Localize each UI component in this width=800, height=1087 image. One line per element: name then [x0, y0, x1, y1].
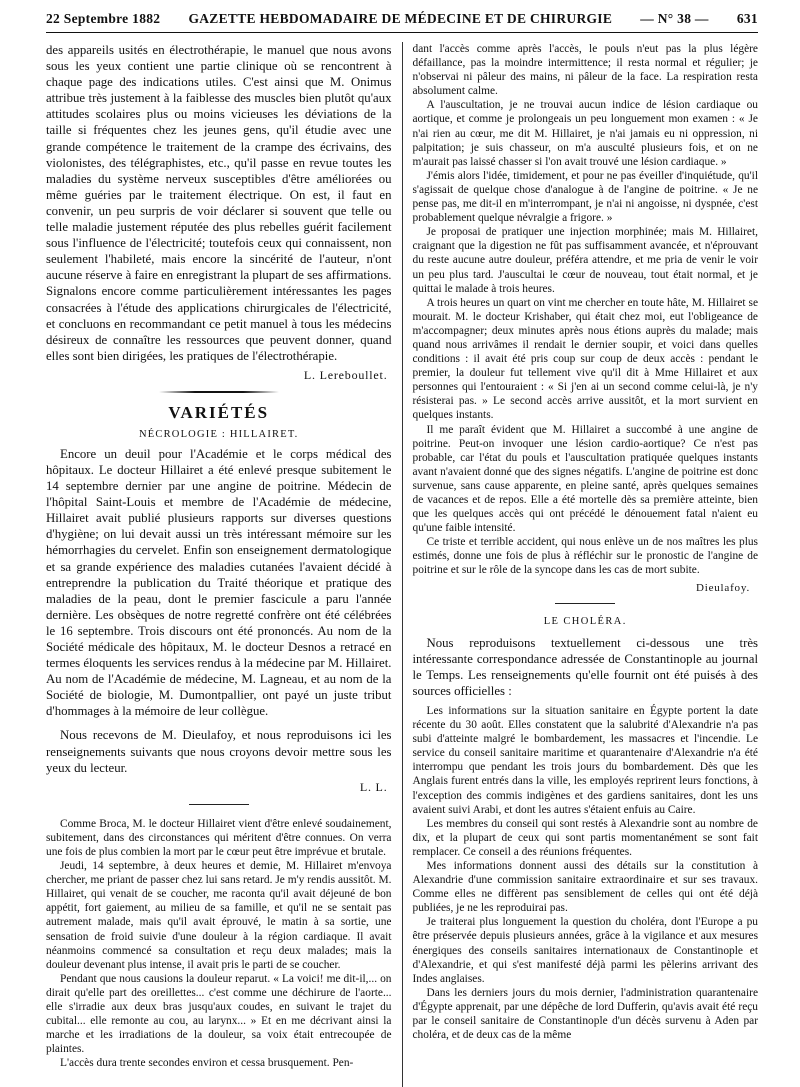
page-header [46, 6, 758, 33]
letter-paragraph-1: Comme Broca, M. le docteur Hillairet vient d'être enlevé soudainement, subitement, dans des circonstances qui méritent d'être connues. On verra une fois de plus combien la mort par le cœur peut être imprévue et brutale. [46, 817, 392, 858]
cholera-paragraph-1: Les informations sur la situation sanitaire en Égypte portent la date récente du 30 août. Elles constatent que la salubrité d'Alexandrie n'a pas subi d'atteinte malgré le bombardement, les massacres et l'incendie. Le service du conseil sanitaire maritime et quarantenaire d'Alexandrie n'a été interrompu que pendant les trois jours du bombardement. Dès que les Anglais furent entrés dans la ville, les employés reprirent leurs fonctions, à l'exception des commis indigènes et des gardiens sanitaires, dont les uns avaient suivi Arabi, et dont les autres s'étaient enfuis au Caire. [412, 704, 758, 816]
section-title-varietes: VARIÉTÉS [168, 402, 270, 422]
letter-continuation-4: Je proposai de pratiquer une injection morphinée; mais M. Hillairet, craignant que la digestion ne fût pas suffisamment avancée, et n'éprouvant du reste aucune autre douleur, préféra attendre, et me pria de venir le voir un peu plus tard. J'auscultai le cœur de nouveau, tout était normal, et je quittai le malade à trois heures. [412, 226, 758, 295]
letter-continuation-5: A trois heures un quart on vint me chercher en toute hâte, M. Hillairet se mourait. M. le docteur Krishaber, qui était chez moi, eut l'obligeance de m'accompagner; deux minutes après nous étions auprès du malade; mais quand nous arrivâmes il rendait le dernier soupir, et voici dans quelles conditions : il avait été pris coup sur coup de deux accès : pendant le premier, la douleur fut tellement vive qu'il dit à Mme Hillairet et aux personnes qui l'entouraient : « Si j'en ai un second comme celui-là, je n'y résisterai pas. » Le second accès arrive aussitôt, et la mort survient en quelques instants. [412, 296, 758, 422]
letter-continuation-3: J'émis alors l'idée, timidement, et pour ne pas éveiller d'inquiétude, qu'il s'agissait de quelque chose d'analogue à de l'angine de poitrine. « Je ne pense pas, me dit-il en m'interrompant, je n'ai ni angoisse, ni dyspnée, c'est probablement quelque névralgie a frigore. » [412, 169, 758, 225]
letter-continuation-7: Ce triste et terrible accident, qui nous enlève un de nos maîtres les plus estimés, donne une fois de plus à réfléchir sur le pronostic de l'angine de poitrine et sur le rôle de la syncope dans les cas de mort subite. [412, 536, 758, 577]
section-divider [46, 391, 392, 393]
short-divider [189, 804, 249, 805]
letter-signature: Dieulafoy. [695, 581, 750, 594]
header-journal-title: GAZETTE HEBDOMADAIRE DE MÉDECINE ET DE CHIRURGIE [188, 11, 613, 26]
review-paragraph: des appareils usités en électrothérapie, le manuel que nous avons sous les yeux contient une partie clinique où se rencontrent à chaque page des indications utiles. C'est ainsi que M. Onimus attribue très justement à la faiblesse des muscles bien plutôt qu'aux attitudes scolaires plus ou moins vicieuses les déviations de la taille si fréquentes chez les jeunes gens, qu'il étudie avec une grande compétence le traitement de la crampe des écrivains, des violonistes, des télégraphistes, etc., qu'il passe en revue toutes les maladies du système nerveux susceptibles d'être améliorées ou même guéries par le traitement électrique. On est, il faut en convenir, un peu surpris de voir déclarer si souvent que telle ou telle maladie justement réputée des plus rebelles guérit facilement sous l'influence de l'électricité; toutefois ceux qui connaissent, non seulement l'habileté, mais encore la sincérité de l'auteur, n'ont aucune réserve à faire en enregistrant la plupart de ses affirmations. Signalons encore comme particulièrement intéressantes les pages consacrées à l'étude des applications chirurgicales de l'électricité, et concluons en recommandant ce petit manuel à tous les médecins désireux de connaître les ressources que peuvent donner, quand elles sont bien dirigées, les pratiques de l'électrothérapie. [46, 43, 392, 363]
column-separator [402, 42, 403, 1087]
left-column [46, 42, 400, 1087]
intro-signature: L. L. [359, 779, 388, 794]
header-page-number: 631 [736, 11, 758, 26]
subsection-title-necrologie: NÉCROLOGIE : HILLAIRET. [138, 428, 299, 440]
cholera-section-title: LE CHOLÉRA. [543, 615, 627, 627]
two-column-layout [46, 42, 758, 1087]
review-signature: L. Lereboullet. [303, 367, 388, 382]
dieulafoy-intro-paragraph: Nous recevons de M. Dieulafoy, et nous reproduisons ici les renseignements suivants que nous croyons devoir mettre sous les yeux du lecteur. [46, 728, 392, 775]
cholera-paragraph-3: Mes informations donnent aussi des détails sur la constitution à Alexandrie d'une commission sanitaire extraordinaire et sur ses travaux. Comme elles ne diffèrent pas sensiblement de celles qui ont été déjà publiées, je ne les reproduirai pas. [412, 859, 758, 915]
letter-paragraph-4: L'accès dura trente secondes environ et cessa brusquement. Pen- [60, 1057, 354, 1070]
letter-paragraph-3: Pendant que nous causions la douleur reparut. « La voici! me dit-il,... on dirait qu'elle part des oreillettes... c'est comme une déchirure de l'aorte... elle s'irradie aux deux bras jusqu'aux coudes, en suivant le trajet du cubital... elle remonte au cou, au larynx... » Et en me décrivant ainsi la marche et les irradiations de la douleur, sa voix était entrecoupée de plaintes. [46, 972, 392, 1056]
header-date: 22 Septembre 1882 [46, 11, 161, 26]
letter-continuation-1: dant l'accès comme après l'accès, le pouls n'eut pas la plus légère défaillance, pas la moindre intermittence; il resta normal et régulier; je n'observai ni pâleur des mains, ni pâleur de la face. La respiration resta absolument calme. [412, 43, 758, 98]
necrology-paragraph: Encore un deuil pour l'Académie et le corps médical des hôpitaux. Le docteur Hillairet a été enlevé presque subitement le 14 septembre dernier par une angine de poitrine. Médecin de l'hôpital Saint-Louis et membre de l'Académie de médecine, Hillairet avait publié plusieurs rapports sur diverses questions d'hygiène; on lui devait aussi un très intéressant mémoire sur les hémorrhagies du cervelet. Enfin son enseignement dermatologique et sa grande expérience des maladies cutanées l'avaient décidé à entreprendre la publication du Traité théorique et pratique des maladies de la peau, dont le premier fascicule a paru l'année dernière. Les obsèques de notre regretté confrère ont été célébrées le 16 septembre. Trois discours ont été prononcés. Au nom de la Société médicale des hôpitaux, M. le docteur Desnos a retracé en termes éloquents les services rendus à la médecine par M. Hillairet. Au nom de l'Académie de médecine, M. Lagneau, et au nom de la Société de biologie, M. Dumontpallier, ont payé un juste tribut d'hommages à la mémoire de leur collègue. [46, 446, 392, 719]
cholera-intro-paragraph: Nous reproduisons textuellement ci-dessous une très intéressante correspondance adressée de Constantinople au journal le Temps. Les renseignements qu'elle fournit ont été puisés à des sources officielles : [412, 635, 758, 698]
cholera-paragraph-4: Je traiterai plus longuement la question du choléra, dont l'Europe a pu être préservée depuis plusieurs années, grâce à la vigilance et aux mesures énergiques des conseils sanitaires internationaux de Constantinople et d'Alexandrie, et qui s'est manifesté déjà parmi les pèlerins arrivant des Indes anglaises. [412, 916, 758, 985]
cholera-paragraph-2: Les membres du conseil qui sont restés à Alexandrie sont au nombre de dix, et la plupart de ceux qui sont partis momentanément se sont fait remplacer. Ce conseil a des réunions fréquentes. [412, 817, 758, 858]
letter-continuation-2: A l'auscultation, je ne trouvai aucun indice de lésion cardiaque ou aortique, et comme je prolongeais un peu longuement mon examen : « Je n'ai rien au cœur, me dit M. Hillairet, je n'ai jamais eu ni oppression, ni palpitation; je suis chasseur, on m'a ausculté plusieurs fois, et on ne m'aurait pas laissé chasser si l'on avait trouvé une lésion cardiaque. » [412, 99, 758, 168]
cholera-paragraph-5: Dans les derniers jours du mois dernier, l'administration quarantenaire d'Égypte apprenait, par une dépêche de lord Dufferin, qu'avis avait été reçu par le conseil sanitaire de Constantinople d'un décès survenu à Aden par choléra, et de deux cas de la même [412, 986, 758, 1042]
letter-paragraph-2: Jeudi, 14 septembre, à deux heures et demie, M. Hillairet m'envoya chercher, me priant de passer chez lui sans retard. Je m'y rendis aussitôt. M. Hillairet, qui venait de se coucher, me raconta qu'il avait déjeuné de bon appétit, fort gaiement, au milieu de sa famille, et qu'il ne se sentait pas autrement malade, mais qu'il avait éprouvé, le matin à sa sortie, une sensation de froid suivie d'une douleur à la région cardiaque. Il avait néanmoins commencé sa consultation et reçu deux malades; mais la douleur devenant plus intense, il avait pris le parti de se coucher. [46, 860, 392, 971]
letter-continuation-6: Il me paraît évident que M. Hillairet a succombé à une angine de poitrine. Peut-on invoquer une lésion cardio-aortique? Ce n'est pas probable, car l'état du pouls et l'auscultation pratiquée quelques instants avant n'avaient donné que des signes négatifs. L'angine de poitrine est donc survenue, sans cause apparente, en pleine santé, après quelques semaines de vacances et de repos. Elle a été mortelle dès sa première atteinte, bien que les quelques accès qui ont précédé le dénouement fatal n'aient eu qu'une faible intensité. [412, 423, 758, 535]
short-divider [555, 603, 615, 604]
header-issue: — N° 38 — [640, 11, 709, 26]
right-column [405, 42, 759, 1087]
